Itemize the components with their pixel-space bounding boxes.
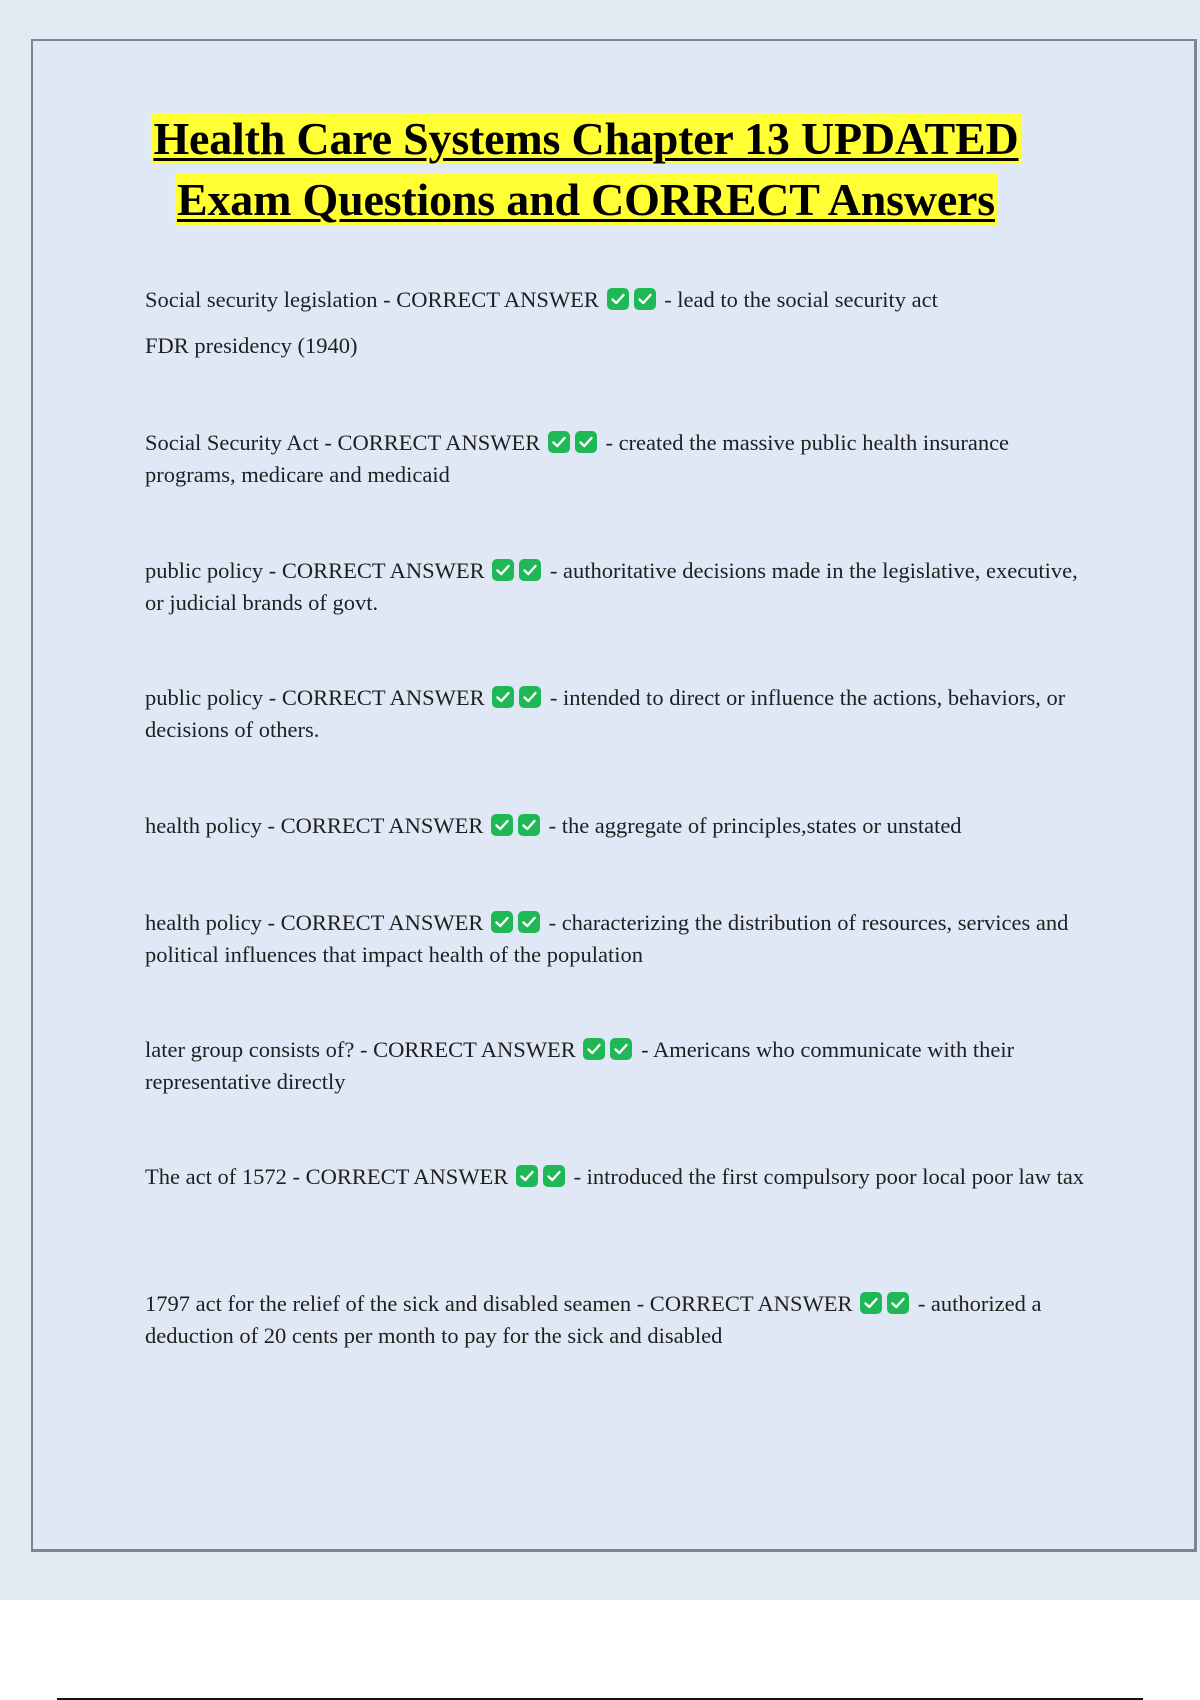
check-box-icon	[887, 1292, 909, 1314]
check-box-icon	[518, 911, 540, 933]
qa-entry	[145, 810, 1085, 842]
qa-text	[145, 1161, 1085, 1193]
qa-entry	[145, 427, 1085, 491]
title-line-2: Exam Questions and CORRECT Answers	[177, 174, 995, 225]
qa-entry	[145, 682, 1085, 746]
check-box-icon	[575, 431, 597, 453]
qa-text	[145, 810, 1085, 842]
qa-text	[145, 1034, 1085, 1098]
check-box-icon	[860, 1292, 882, 1314]
check-box-icon	[492, 686, 514, 708]
qa-answer: - authoritative decisions made in the legislative, executive, or judicial brands of govt.	[145, 558, 1078, 615]
qa-answer: - authorized a deduction of 20 cents per month to pay for the sick and disabled	[145, 1291, 1042, 1348]
qa-answer: - created the massive public health insurance programs, medicare and medicaid	[145, 430, 1010, 487]
qa-term: public policy - CORRECT ANSWER	[145, 558, 485, 583]
qa-extra: FDR presidency (1940)	[145, 333, 358, 358]
qa-first-line	[145, 284, 1085, 316]
check-box-icon	[607, 288, 629, 310]
check-box-icon	[491, 911, 513, 933]
qa-term: The act of 1572 - CORRECT ANSWER	[145, 1164, 509, 1189]
qa-answer: - the aggregate of principles,states or unstated	[548, 813, 962, 838]
qa-text	[145, 907, 1085, 971]
qa-answer: - introduced the first compulsory poor local poor law tax	[573, 1164, 1085, 1189]
check-box-icon	[518, 814, 540, 836]
check-box-icon	[519, 686, 541, 708]
qa-text	[145, 427, 1085, 491]
qa-term: health policy - CORRECT ANSWER	[145, 813, 484, 838]
qa-term: health policy - CORRECT ANSWER	[145, 910, 484, 935]
qa-text	[145, 555, 1085, 619]
check-box-icon	[548, 431, 570, 453]
title-line-1: Health Care Systems Chapter 13 UPDATED	[153, 113, 1019, 164]
qa-answer: - characterizing the distribution of resources, services and political influences that impact health of the population	[145, 910, 1069, 967]
document-title	[60, 108, 1112, 230]
check-box-icon	[583, 1038, 605, 1060]
check-box-icon	[519, 559, 541, 581]
check-box-icon	[610, 1038, 632, 1060]
qa-entry	[145, 907, 1085, 971]
check-box-icon	[543, 1165, 565, 1187]
qa-entry	[145, 1288, 1085, 1352]
qa-answer: - Americans who communicate with their representative directly	[145, 1037, 1015, 1094]
check-box-icon	[516, 1165, 538, 1187]
qa-term: Social Security Act - CORRECT ANSWER	[145, 430, 541, 455]
check-box-icon	[492, 559, 514, 581]
qa-entry	[145, 555, 1085, 619]
qa-term: later group consists of? - CORRECT ANSWER	[145, 1037, 576, 1062]
qa-term: 1797 act for the relief of the sick and disabled seamen - CORRECT ANSWER	[145, 1291, 853, 1316]
qa-text	[145, 1288, 1085, 1352]
qa-term: Social security legislation - CORRECT ANSWER	[145, 287, 599, 312]
qa-entry	[145, 1034, 1085, 1098]
check-box-icon	[634, 288, 656, 310]
qa-answer: - intended to direct or influence the actions, behaviors, or decisions of others.	[145, 685, 1066, 742]
check-box-icon	[491, 814, 513, 836]
qa-text	[145, 682, 1085, 746]
qa-answer: - lead to the social security act	[664, 287, 938, 312]
qa-entry	[145, 284, 1085, 362]
qa-term: public policy - CORRECT ANSWER	[145, 685, 485, 710]
qa-entry	[145, 1161, 1085, 1193]
